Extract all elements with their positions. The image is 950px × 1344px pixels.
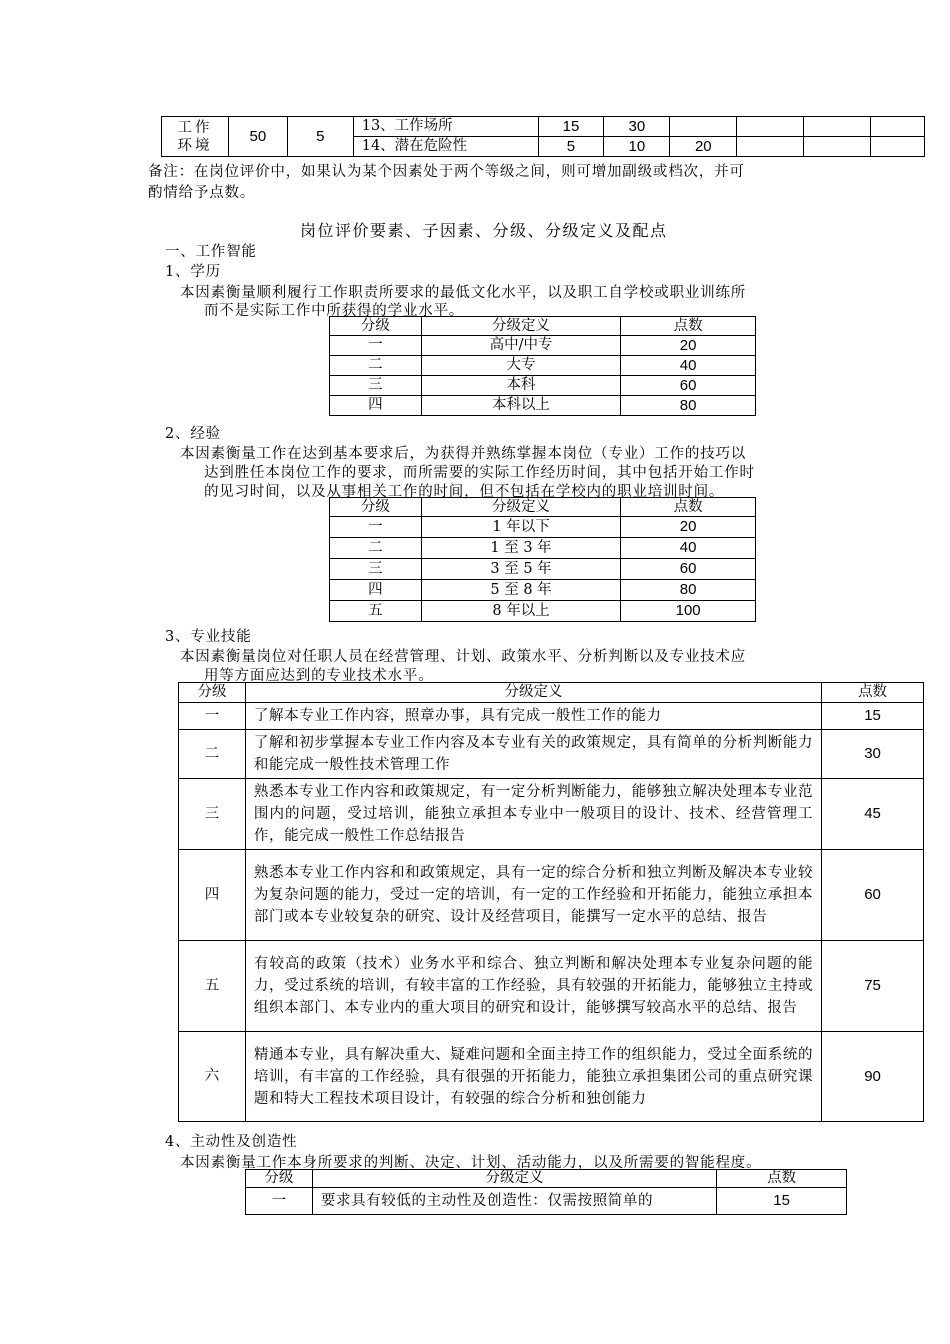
definition-cell: 熟悉本专业工作内容和和政策规定，具有一定的综合分析和独立判断及解决本专业较为复杂问题的能力，受过一定的培训，有一定的工作经验和开拓能力，能独立承担本部门或本专业较复杂的研究、设计及经营项目，能撰写一定水平的总结、报告 (245, 850, 821, 941)
header-points: 点数 (621, 498, 756, 517)
experience-description-cont: 的见习时间，以及从事相关工作的时间，但不包括在学校内的职业培训时间。 (204, 484, 725, 500)
table-row (179, 703, 924, 730)
empty-cell (871, 137, 925, 157)
empty-cell (737, 137, 804, 157)
empty-cell (871, 117, 925, 137)
note-text: 备注：在岗位评价中，如果认为某个因素处于两个等级之间，则可增加副级或档次，并可 (148, 164, 745, 180)
grade-cell: 三 (330, 559, 422, 580)
header-definition: 分级定义 (421, 498, 621, 517)
points-cell: 80 (621, 580, 756, 601)
sub-factor-label: 13、工作场所 (353, 117, 538, 137)
initiative-description: 本因素衡量工作本身所要求的判断、决定、计划、活动能力，以及所需要的智能程度。 (180, 1155, 762, 1171)
definition-cell: 3 至 5 年 (421, 559, 621, 580)
grade-cell: 三 (330, 376, 422, 396)
points-cell: 80 (621, 396, 756, 416)
table-row (330, 376, 756, 396)
header-points: 点数 (717, 1170, 847, 1188)
definition-cell: 1 至 3 年 (421, 538, 621, 559)
points-cell: 60 (621, 376, 756, 396)
grade-cell: 四 (179, 850, 246, 941)
header-definition: 分级定义 (312, 1170, 716, 1188)
definition-cell: 精通本专业，具有解决重大、疑难问题和全面主持工作的组织能力，受过全面系统的培训，有丰富的工作经验，具有很强的开拓能力，能独立承担集团公司的重点研究课题和特大工程技术项目设计，有较强的综合分析和独创能力 (245, 1032, 821, 1122)
header-grade: 分级 (246, 1170, 313, 1188)
table-row (179, 730, 924, 779)
sub-factor-label: 14、潜在危险性 (353, 137, 538, 157)
header-definition: 分级定义 (421, 317, 621, 336)
definition-cell: 本科 (421, 376, 621, 396)
section-heading: 一、工作智能 (165, 244, 257, 260)
factor-count: 5 (287, 117, 353, 157)
points-cell: 60 (621, 559, 756, 580)
factor-name: 工作 环境 (162, 117, 229, 157)
grade-cell: 一 (246, 1188, 313, 1215)
header-points: 点数 (822, 683, 924, 703)
definition-cell: 了解本专业工作内容，照章办事，具有完成一般性工作的能力 (245, 703, 821, 730)
grade-cell: 六 (179, 1032, 246, 1122)
skills-grade-table (178, 682, 924, 1122)
education-description: 本因素衡量顺利履行工作职责所要求的最低文化水平，以及职工自学校或职业训练所 (180, 285, 747, 301)
grade-cell: 二 (330, 356, 422, 376)
header-grade: 分级 (330, 317, 422, 336)
header-points: 点数 (621, 317, 756, 336)
grade-cell: 一 (179, 703, 246, 730)
skills-description-cont: 用等方面应达到的专业技术水平。 (204, 668, 434, 684)
experience-description-cont: 达到胜任本岗位工作的要求，而所需要的实际工作经历时间，其中包括开始工作时 (204, 465, 755, 481)
subsection-heading-education: 1、学历 (165, 264, 221, 280)
points-cell: 60 (822, 850, 924, 941)
subsection-heading-experience: 2、经验 (165, 426, 221, 442)
environment-factor-table (161, 116, 925, 157)
points-cell: 15 (822, 703, 924, 730)
points-cell: 15 (717, 1188, 847, 1215)
empty-cell (804, 137, 871, 157)
subsection-heading-skills: 3、专业技能 (165, 629, 252, 645)
definition-cell: 要求具有较低的主动性及创造性：仅需按照简单的 (312, 1188, 716, 1215)
table-row (246, 1188, 847, 1215)
definition-cell: 大专 (421, 356, 621, 376)
definition-cell: 了解和初步掌握本专业工作内容及本专业有关的政策规定，具有简单的分析判断能力和能完成一般性技术管理工作 (245, 730, 821, 779)
points-cell: 100 (621, 601, 756, 622)
definition-cell: 本科以上 (421, 396, 621, 416)
sub-factor-value: 15 (538, 117, 604, 137)
grade-cell: 二 (330, 538, 422, 559)
definition-cell: 8 年以上 (421, 601, 621, 622)
grade-cell: 五 (179, 941, 246, 1032)
table-row (330, 559, 756, 580)
points-cell: 90 (822, 1032, 924, 1122)
definition-cell: 5 至 8 年 (421, 580, 621, 601)
definition-cell: 高中/中专 (421, 336, 621, 356)
definition-cell: 1 年以下 (421, 517, 621, 538)
table-row (330, 336, 756, 356)
grade-cell: 一 (330, 336, 422, 356)
grade-cell: 二 (179, 730, 246, 779)
points-cell: 40 (621, 356, 756, 376)
note-text-continued: 酌情给予点数。 (148, 185, 256, 201)
grade-cell: 四 (330, 580, 422, 601)
header-grade: 分级 (179, 683, 246, 703)
sub-factor-value: 5 (538, 137, 604, 157)
subsection-heading-initiative: 4、主动性及创造性 (165, 1134, 298, 1150)
points-cell: 20 (621, 336, 756, 356)
empty-cell (804, 117, 871, 137)
header-grade: 分级 (330, 498, 422, 517)
table-row (330, 396, 756, 416)
table-row (330, 538, 756, 559)
table-row (179, 1032, 924, 1122)
grade-cell: 四 (330, 396, 422, 416)
experience-description: 本因素衡量工作在达到基本要求后，为获得并熟练掌握本岗位（专业）工作的技巧以 (180, 446, 747, 462)
table-row (330, 580, 756, 601)
header-definition: 分级定义 (245, 683, 821, 703)
table-row (330, 517, 756, 538)
experience-grade-table (329, 497, 756, 622)
definition-cell: 熟悉本专业工作内容和政策规定，有一定分析判断能力，能够独立解决处理本专业范围内的问题，受过培训，能独立承担本专业中一般项目的设计、技术、经营管理工作，能完成一般性工作总结报告 (245, 779, 821, 850)
points-cell: 75 (822, 941, 924, 1032)
table-row (330, 601, 756, 622)
points-cell: 45 (822, 779, 924, 850)
points-cell: 30 (822, 730, 924, 779)
initiative-grade-table (245, 1169, 847, 1215)
points-cell: 40 (621, 538, 756, 559)
table-row (330, 356, 756, 376)
education-description-cont: 而不是实际工作中所获得的学业水平。 (204, 303, 465, 319)
empty-cell (737, 117, 804, 137)
sub-factor-value: 10 (604, 137, 670, 157)
table-row (179, 941, 924, 1032)
definition-cell: 有较高的政策（技术）业务水平和综合、独立判断和解决处理本专业复杂问题的能力，受过系统的培训，有较丰富的工作经验，具有较强的开拓能力，能够独立主持或组织本部门、本专业内的重大项目的研究和设计，能够撰写较高水平的总结、报告 (245, 941, 821, 1032)
sub-factor-value: 30 (604, 117, 670, 137)
skills-description: 本因素衡量岗位对任职人员在经营管理、计划、政策水平、分析判断以及专业技术应 (180, 649, 747, 665)
grade-cell: 一 (330, 517, 422, 538)
table-row (179, 779, 924, 850)
grade-cell: 五 (330, 601, 422, 622)
table-row (179, 850, 924, 941)
education-grade-table (329, 316, 756, 416)
sub-factor-value: 20 (670, 137, 737, 157)
factor-weight: 50 (228, 117, 287, 157)
sub-factor-value (670, 117, 737, 137)
document-title: 岗位评价要素、子因素、分级、分级定义及配点 (300, 221, 668, 240)
points-cell: 20 (621, 517, 756, 538)
grade-cell: 三 (179, 779, 246, 850)
